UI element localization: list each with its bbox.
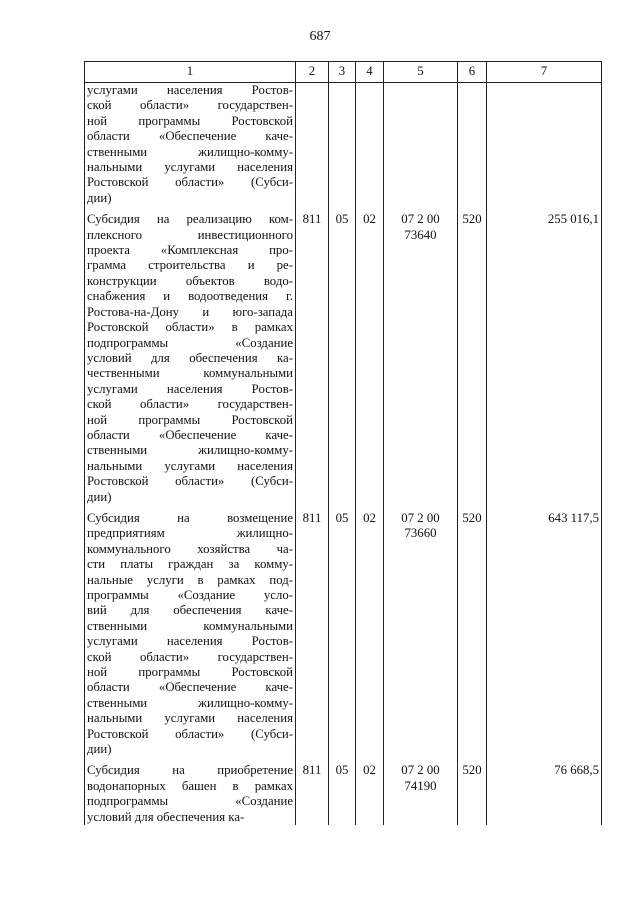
description-line: ной программы Ростовской	[87, 113, 293, 128]
description-line: нальными услугами населения	[87, 711, 293, 726]
subsection-code	[356, 83, 384, 207]
description-line: услугами населения Ростов-	[87, 634, 293, 649]
row-description	[85, 763, 296, 825]
description-line: Ростовской области» в рамках	[87, 320, 293, 335]
description-line: снабжения и водоотведения г.	[87, 289, 293, 304]
column-header-7: 7	[487, 62, 602, 83]
description-line: ской области» государствен-	[87, 397, 293, 412]
expense-type-code: 520	[458, 511, 487, 758]
table-body	[85, 83, 602, 826]
description-line: условий для обеспечения ка-	[87, 350, 293, 365]
description-line: грамма строительства и ре-	[87, 258, 293, 273]
description-line: нальными услугами населения	[87, 458, 293, 473]
description-line: ственными жилищно-комму-	[87, 144, 293, 159]
description-line: ственными жилищно-комму-	[87, 443, 293, 458]
department-code: 811	[296, 511, 329, 758]
target-article-code	[384, 83, 458, 207]
description-line: коммунального хозяйства ча-	[87, 541, 293, 556]
row-description	[85, 212, 296, 505]
row-description	[85, 511, 296, 758]
description-line: ской области» государствен-	[87, 649, 293, 664]
department-code	[296, 83, 329, 207]
section-code: 05	[329, 212, 356, 505]
description-line: Субсидия на возмещение	[87, 510, 293, 525]
budget-table	[84, 61, 602, 825]
section-code: 05	[329, 763, 356, 825]
description-line: плексного инвестиционного	[87, 227, 293, 242]
header-row	[85, 62, 602, 83]
column-header-2: 2	[296, 62, 329, 83]
expense-type-code: 520	[458, 763, 487, 825]
description-line: вий для обеспечения каче-	[87, 603, 293, 618]
table-row	[85, 83, 602, 207]
section-code: 05	[329, 511, 356, 758]
description-line: области «Обеспечение каче-	[87, 427, 293, 442]
target-article-code: 07 2 00 74190	[384, 763, 458, 825]
description-line: ной программы Ростовской	[87, 665, 293, 680]
description-line: Ростова-на-Дону и юго-запада	[87, 304, 293, 319]
description-line: ной программы Ростовской	[87, 412, 293, 427]
description-line: подпрограммы «Создание	[87, 794, 293, 809]
column-header-4: 4	[356, 62, 384, 83]
description-line: предприятиям жилищно-	[87, 526, 293, 541]
description-line: услугами населения Ростов-	[87, 83, 293, 97]
subsection-code: 02	[356, 511, 384, 758]
department-code: 811	[296, 212, 329, 505]
amount-value: 76 668,5	[487, 763, 602, 825]
table-row	[85, 212, 602, 505]
table-row	[85, 511, 602, 758]
description-line: Ростовской области» (Субси-	[87, 175, 293, 190]
description-line: нальными услугами населения	[87, 160, 293, 175]
column-header-5: 5	[384, 62, 458, 83]
description-line: Ростовской области» (Субси-	[87, 474, 293, 489]
column-header-1: 1	[85, 62, 296, 83]
description-line: сти платы граждан за комму-	[87, 557, 293, 572]
description-line: подпрограммы «Создание	[87, 335, 293, 350]
description-line: ственными жилищно-комму-	[87, 695, 293, 710]
description-line: области «Обеспечение каче-	[87, 129, 293, 144]
description-line: области «Обеспечение каче-	[87, 680, 293, 695]
expense-type-code	[458, 83, 487, 207]
expense-type-code: 520	[458, 212, 487, 505]
description-line: водонапорных башен в рамках	[87, 778, 293, 793]
amount-value: 643 117,5	[487, 511, 602, 758]
description-line: чественными коммунальными	[87, 366, 293, 381]
description-line: конструкции объектов водо-	[87, 273, 293, 288]
description-line: проекта «Комплексная про-	[87, 243, 293, 258]
subsection-code: 02	[356, 212, 384, 505]
amount-value: 255 016,1	[487, 212, 602, 505]
page-number: 687	[309, 29, 331, 44]
row-description	[85, 83, 296, 207]
table-row	[85, 763, 602, 825]
description-line: ской области» государствен-	[87, 98, 293, 113]
subsection-code: 02	[356, 763, 384, 825]
description-line: нальные услуги в рамках под-	[87, 572, 293, 587]
target-article-code: 07 2 00 73660	[384, 511, 458, 758]
description-line: ственными коммунальными	[87, 618, 293, 633]
section-code	[329, 83, 356, 207]
description-line: дии)	[87, 742, 112, 757]
department-code: 811	[296, 763, 329, 825]
column-header-3: 3	[329, 62, 356, 83]
description-line: Субсидия на приобретение	[87, 763, 293, 778]
description-line: Ростовской области» (Субси-	[87, 726, 293, 741]
description-line: дии)	[87, 190, 112, 205]
target-article-code: 07 2 00 73640	[384, 212, 458, 505]
description-line: Субсидия на реализацию ком-	[87, 212, 293, 227]
amount-value	[487, 83, 602, 207]
description-line: услугами населения Ростов-	[87, 381, 293, 396]
description-line: дии)	[87, 489, 112, 504]
column-header-6: 6	[458, 62, 487, 83]
description-line: программы «Создание усло-	[87, 588, 293, 602]
description-line: условий для обеспечения ка-	[87, 809, 245, 824]
